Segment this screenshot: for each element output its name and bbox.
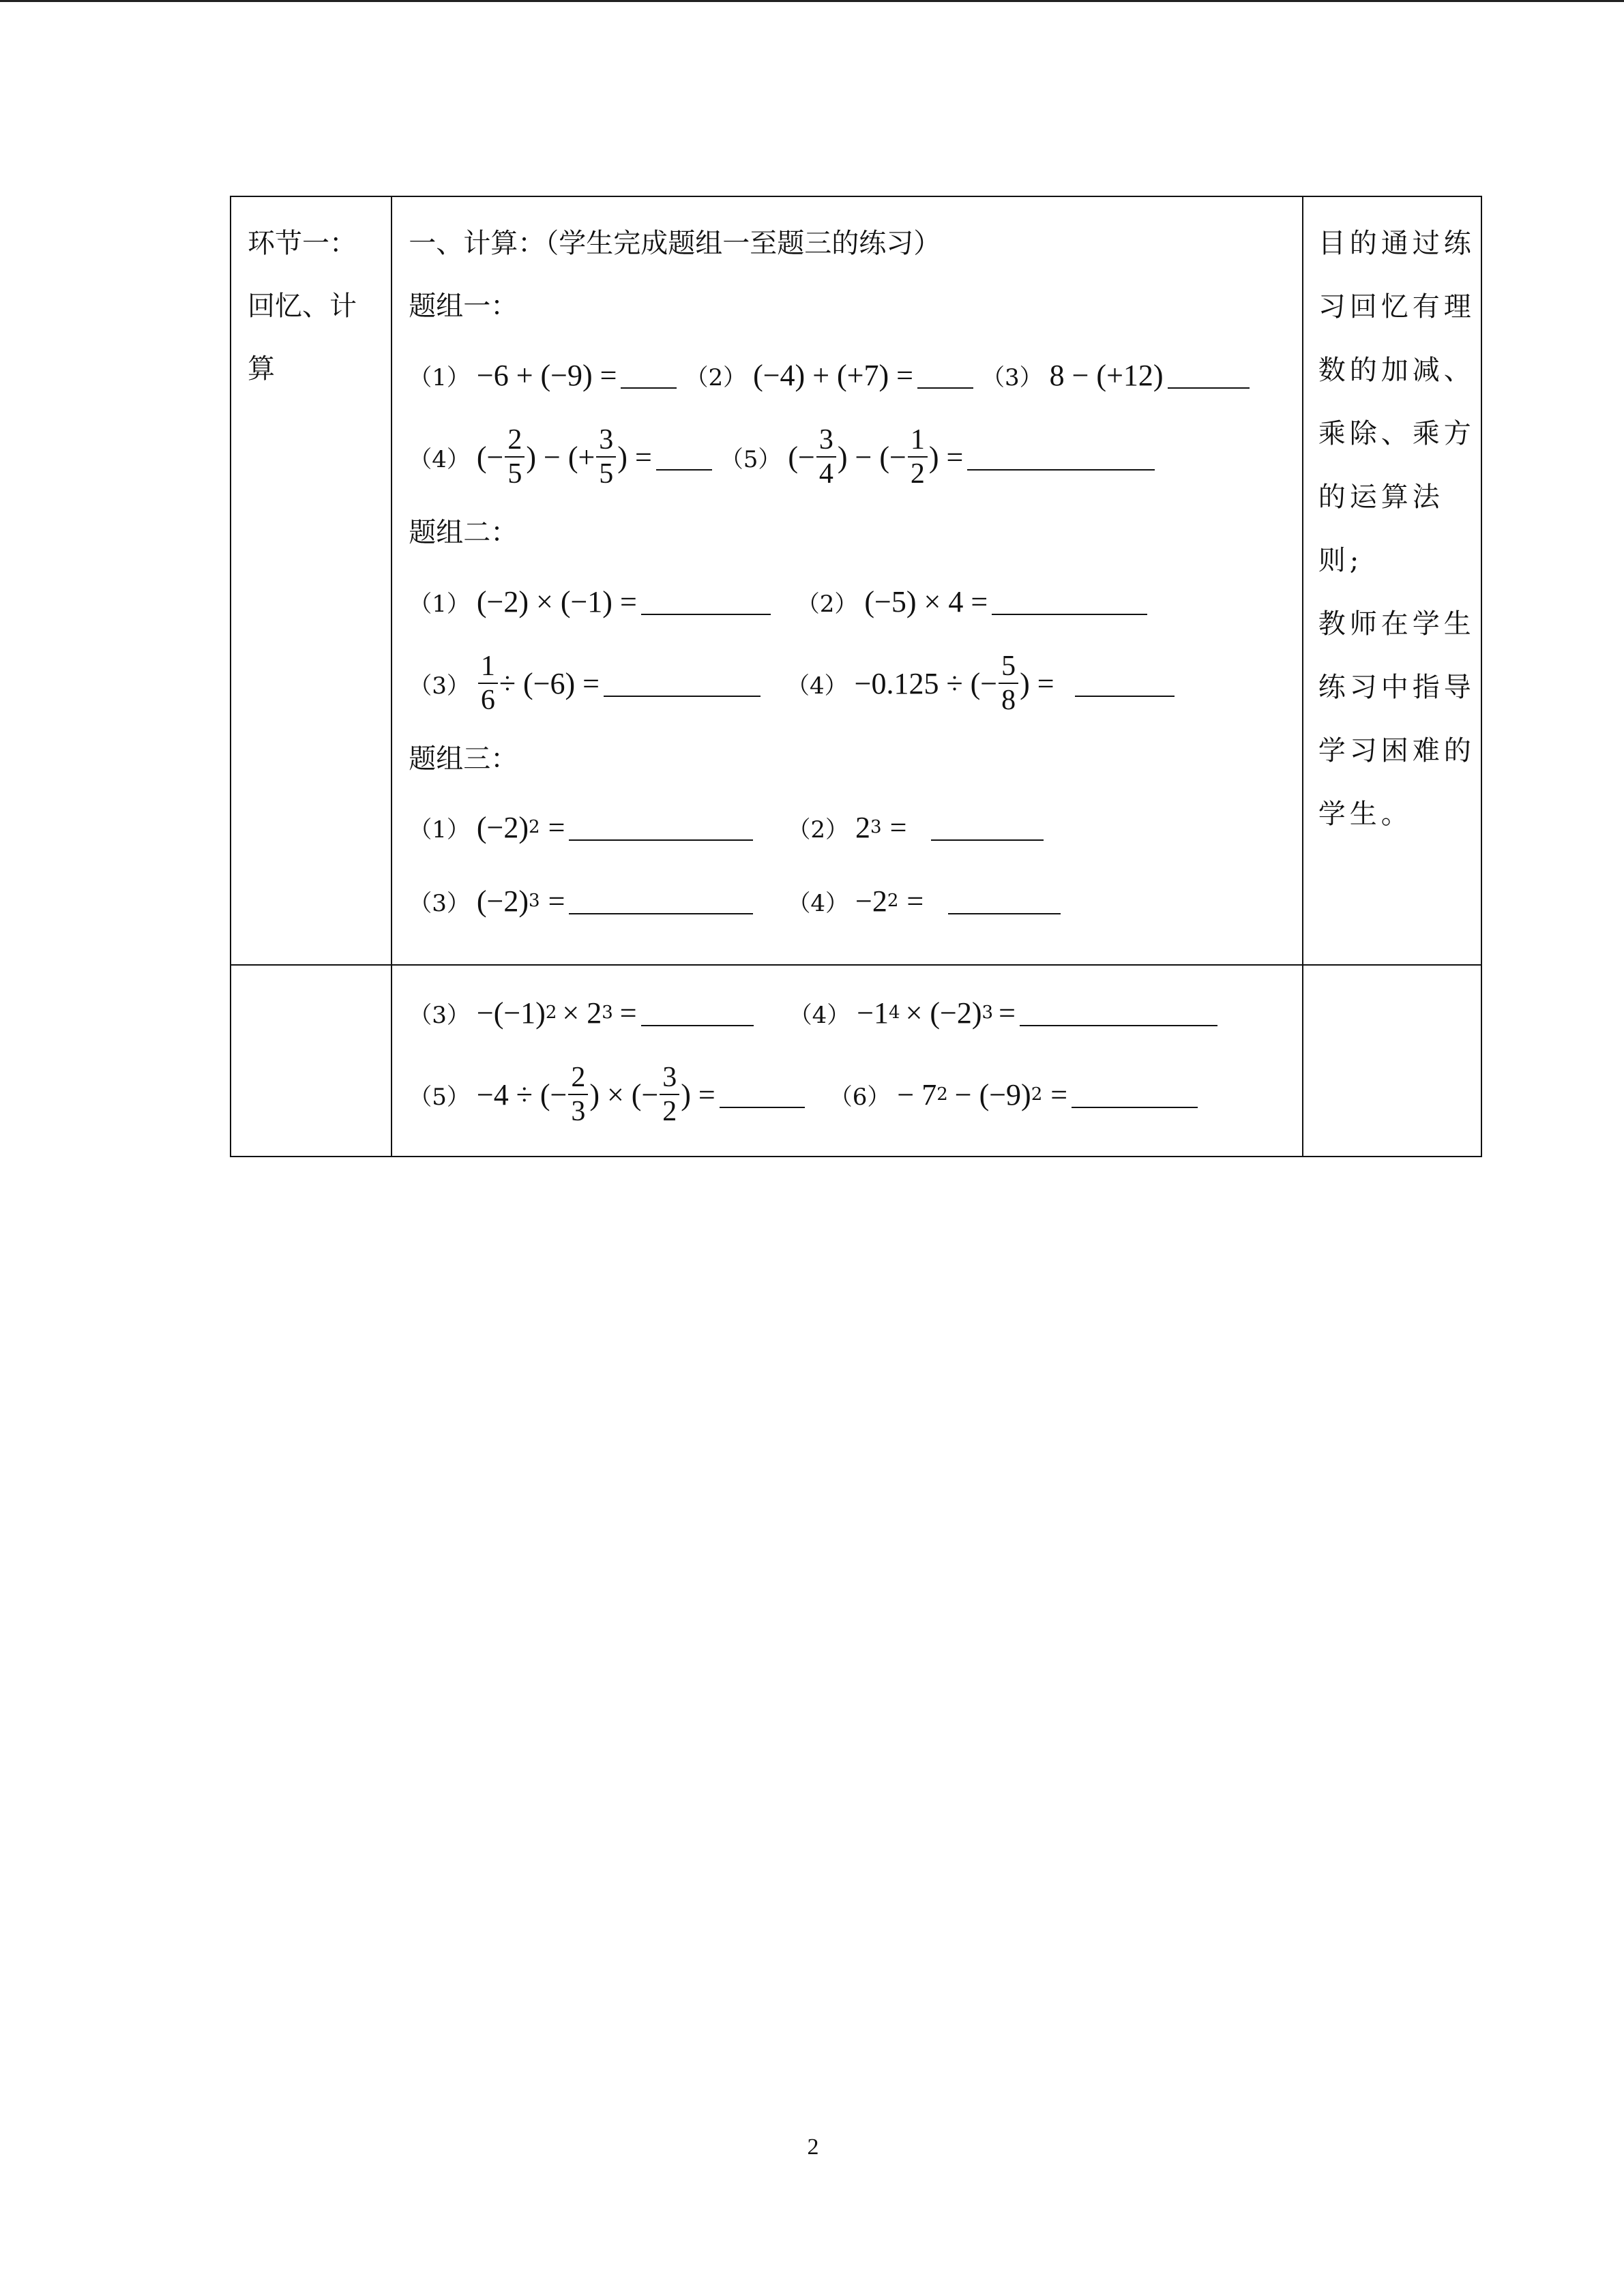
answer-blank [720, 1081, 805, 1108]
answer-blank [992, 588, 1147, 615]
item-number: （4） [787, 889, 849, 917]
denominator: 5 [507, 458, 522, 490]
purpose-line: 习回忆有理 [1318, 291, 1475, 323]
numerator: 2 [568, 1061, 588, 1095]
stage-line: 算 [248, 353, 275, 385]
expression: ) − (− [837, 440, 906, 474]
expression: ) = [1020, 666, 1054, 700]
expression: ) − (+ [526, 440, 595, 474]
expression: ) × (− [589, 1077, 659, 1112]
purpose-cell [1303, 965, 1481, 1157]
purpose-line: 乘除、乘方 [1318, 418, 1475, 449]
numerator: 2 [505, 423, 525, 458]
expression: −0.125 ÷ (− [854, 666, 998, 700]
stage-line: 回忆、计 [248, 290, 357, 322]
fraction [999, 650, 1018, 717]
stage-cell [231, 965, 392, 1157]
item-number: （2） [685, 363, 747, 391]
lesson-table [230, 196, 1482, 1157]
answer-blank [569, 814, 753, 841]
numerator: 1 [478, 650, 498, 684]
expression: 8 − (+12) [1049, 358, 1164, 392]
fraction [505, 423, 525, 490]
purpose-line: 则; [1318, 545, 1363, 576]
answer-blank [1072, 1081, 1198, 1108]
purpose-line: 教师在学生 [1318, 608, 1475, 640]
exercise-row [409, 564, 1301, 639]
expression: (−2) [476, 884, 529, 918]
item-number: （1） [409, 590, 470, 618]
answer-blank [569, 887, 753, 914]
exercise-row: （5） −4 ÷ (− $\frac{2}{3}$ ) × (− $\frac{3}{2}$ ) = （6） − 7 2 − (−9) 2 = [409, 1050, 1301, 1139]
exercise-row: （3） −(−1) 2 × 2 3 = （4） −1 4 × (−2) 3 = [409, 975, 1301, 1050]
denominator: 5 [599, 458, 614, 490]
expression: = [548, 810, 565, 844]
stage-cell [231, 196, 392, 965]
answer-blank [1075, 670, 1175, 697]
item-number: （2） [787, 816, 849, 844]
fraction [660, 1061, 679, 1128]
answer-blank [1020, 999, 1217, 1026]
purpose-line: 的运算法 [1318, 481, 1444, 513]
expression: −1 [857, 996, 889, 1030]
expression: ) = [928, 440, 964, 474]
item-number: （1） [409, 816, 470, 844]
expression: = [1050, 1077, 1068, 1112]
expression: ÷ (−6) = [499, 666, 600, 700]
expression: (−5) × 4 = [864, 584, 988, 618]
numerator: 3 [596, 423, 616, 458]
expression: (−4) + (+7) = [753, 358, 913, 392]
group-title: 题组二： [409, 517, 518, 548]
fraction [568, 1061, 588, 1128]
denominator: 3 [571, 1096, 586, 1127]
expression: −6 + (−9) = [476, 358, 617, 392]
answer-blank [967, 443, 1155, 471]
page-number: 2 [807, 2134, 819, 2160]
fraction [908, 423, 928, 490]
item-number: （4） [786, 672, 848, 700]
numerator: 1 [908, 423, 928, 458]
expression: ) = [617, 440, 652, 474]
purpose-line: 学习困难的 [1318, 735, 1475, 766]
denominator: 2 [910, 458, 925, 490]
numerator: 3 [816, 423, 836, 458]
answer-blank [621, 361, 677, 389]
item-number: （5） [409, 1083, 470, 1111]
answer-blank [641, 999, 754, 1026]
expression: (− [788, 440, 815, 474]
content-cell [392, 196, 1302, 965]
expression: = [906, 884, 924, 918]
expression: −4 ÷ (− [476, 1077, 567, 1112]
item-number: （3） [409, 1001, 470, 1029]
expression: −(−1) [476, 996, 546, 1030]
item-number: （2） [796, 590, 858, 618]
exercise-row [409, 338, 1301, 413]
expression: = [548, 884, 565, 918]
denominator: 6 [480, 685, 495, 716]
expression: 2 [855, 810, 871, 844]
answer-blank [931, 814, 1044, 841]
purpose-line: 学生。 [1318, 799, 1413, 830]
purpose-cell [1303, 196, 1481, 965]
answer-blank [1168, 361, 1250, 389]
denominator: 4 [818, 458, 833, 490]
expression: = [889, 810, 907, 844]
page-top-border [0, 0, 1624, 2]
expression: ) = [681, 1077, 715, 1112]
purpose-line: 练习中指导 [1318, 672, 1475, 703]
item-number: （3） [409, 672, 470, 700]
answer-blank [948, 887, 1061, 914]
fraction [478, 650, 498, 717]
item-number: （4） [788, 1001, 851, 1029]
numerator: 5 [999, 650, 1018, 684]
group-title: 题组三： [409, 743, 518, 775]
section-heading: 一、计算：（学生完成题组一至题三的练习） [409, 228, 941, 259]
expression: = [619, 996, 637, 1030]
table-row [231, 196, 1481, 965]
expression: (− [476, 440, 504, 474]
expression: − 7 [897, 1077, 937, 1112]
exercise-row: （1） (−2) 2 = （2） 2 3 = [409, 790, 1301, 864]
item-number: （3） [981, 363, 1043, 391]
expression: = [999, 996, 1016, 1030]
content-cell [392, 965, 1302, 1157]
denominator: 8 [1001, 685, 1016, 716]
item-number: （6） [829, 1083, 891, 1111]
item-number: （1） [409, 363, 470, 391]
answer-blank [917, 361, 973, 389]
expression: × 2 [562, 996, 602, 1030]
expression: −2 [855, 884, 887, 918]
fraction [596, 423, 616, 490]
group-title: 题组一： [409, 290, 518, 322]
purpose-line: 目的通过练 [1318, 228, 1475, 259]
expression: (−2) [476, 810, 529, 844]
item-number: （4） [409, 445, 470, 473]
answer-blank [656, 443, 712, 471]
exercise-row: （3） (−2) 3 = （4） −2 2 = [409, 864, 1301, 938]
expression: − (−9) [954, 1077, 1031, 1112]
answer-blank [604, 670, 761, 697]
exercise-row [409, 639, 1301, 728]
denominator: 2 [662, 1096, 677, 1127]
purpose-line: 数的加减、 [1318, 355, 1475, 386]
expression: × (−2) [905, 996, 982, 1030]
answer-blank [641, 588, 771, 615]
fraction [816, 423, 836, 490]
numerator: 3 [660, 1061, 679, 1095]
item-number: （5） [720, 445, 782, 473]
item-number: （3） [409, 889, 470, 917]
expression: (−2) × (−1) = [476, 584, 637, 618]
stage-line: 环节一： [248, 228, 357, 259]
exercise-row [409, 413, 1301, 501]
table-row [231, 965, 1481, 1157]
